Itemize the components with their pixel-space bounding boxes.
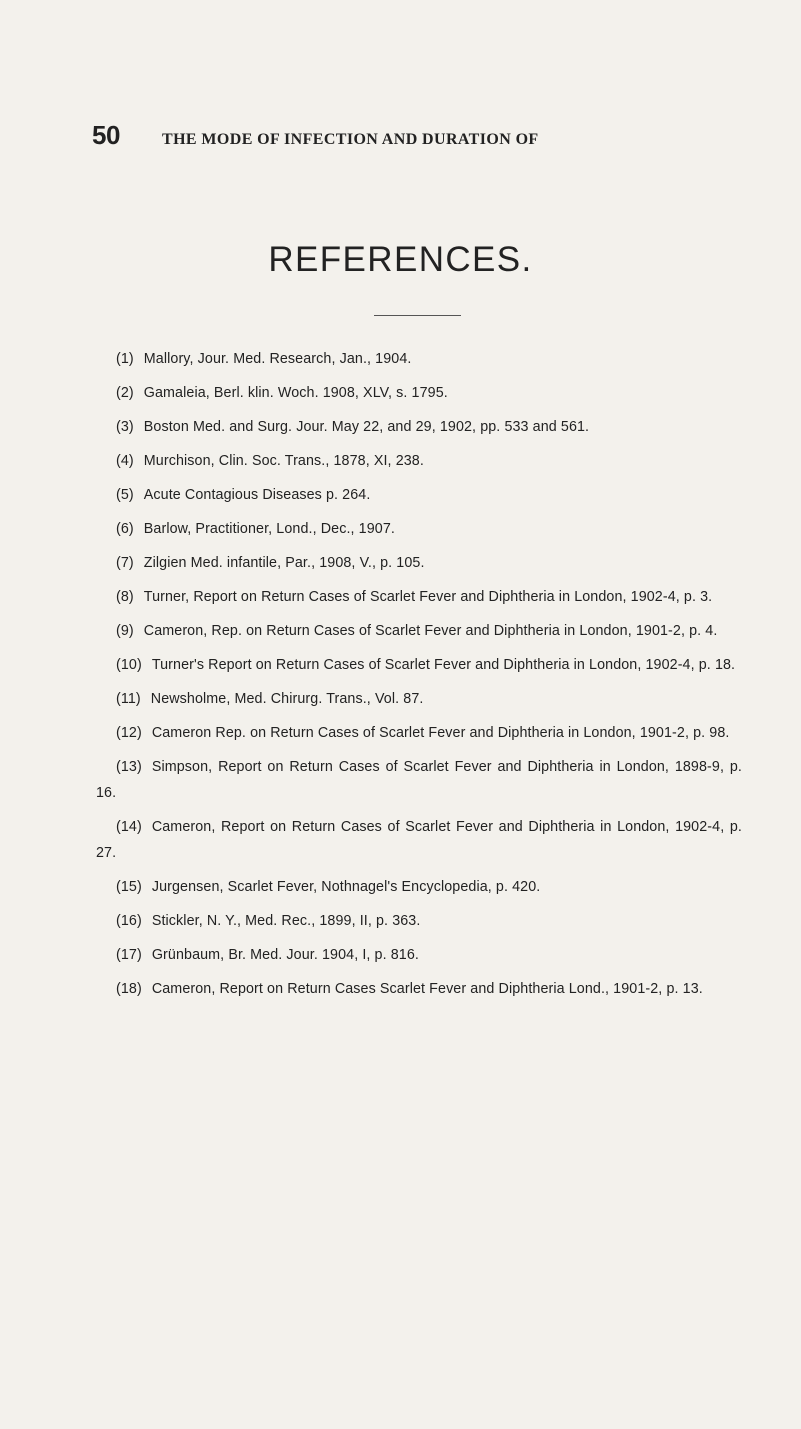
reference-text: Grünbaum, Br. Med. Jour. 1904, I, p. 816. <box>151 947 419 963</box>
reference-text: Acute Contagious Diseases p. 264. <box>143 487 371 503</box>
reference-list <box>96 346 742 1010</box>
reference-text: Stickler, N. Y., Med. Rec., 1899, II, p. 363. <box>151 913 421 929</box>
reference-text: Turner, Report on Return Cases of Scarlet Fever and Diphtheria in London, 1902-4, p. 3. <box>143 589 713 605</box>
reference-item <box>116 448 742 474</box>
reference-text: Cameron, Report on Return Cases of Scarlet Fever and Diphtheria in London, 1902-4, p. 27. <box>96 819 742 861</box>
reference-number: (11) <box>116 691 141 707</box>
reference-item <box>96 754 742 806</box>
reference-item <box>96 814 742 866</box>
reference-item <box>96 584 742 610</box>
reference-number: (2) <box>116 385 134 401</box>
reference-number: (14) <box>116 819 142 835</box>
reference-text: Cameron Rep. on Return Cases of Scarlet Fever and Diphtheria in London, 1901-2, p. 98. <box>151 725 730 741</box>
reference-number: (18) <box>116 981 142 997</box>
reference-text: Mallory, Jour. Med. Research, Jan., 1904. <box>143 351 412 367</box>
reference-item <box>116 686 742 712</box>
reference-text: Turner's Report on Return Cases of Scarlet Fever and Diphtheria in London, 1902-4, p. 18. <box>151 657 736 673</box>
reference-text: Zilgien Med. infantile, Par., 1908, V., p. 105. <box>143 555 425 571</box>
reference-number: (16) <box>116 913 142 929</box>
reference-item <box>116 874 742 900</box>
reference-number: (8) <box>116 589 134 605</box>
reference-item <box>116 516 742 542</box>
running-header <box>92 120 772 151</box>
reference-item <box>96 618 742 644</box>
reference-text: Murchison, Clin. Soc. Trans., 1878, XI, 238. <box>143 453 424 469</box>
reference-text: Newsholme, Med. Chirurg. Trans., Vol. 87. <box>150 691 424 707</box>
reference-number: (5) <box>116 487 134 503</box>
running-title: THE MODE OF INFECTION AND DURATION OF <box>162 131 539 148</box>
reference-text: Barlow, Practitioner, Lond., Dec., 1907. <box>143 521 395 537</box>
reference-number: (3) <box>116 419 134 435</box>
reference-item <box>96 652 742 678</box>
reference-item <box>116 482 742 508</box>
reference-text: Jurgensen, Scarlet Fever, Nothnagel's Encyclopedia, p. 420. <box>151 879 541 895</box>
reference-number: (12) <box>116 725 142 741</box>
reference-item <box>116 414 742 440</box>
reference-text: Boston Med. and Surg. Jour. May 22, and 29, 1902, pp. 533 and 561. <box>143 419 590 435</box>
title-rule <box>374 315 461 316</box>
reference-text: Simpson, Report on Return Cases of Scarlet Fever and Diphtheria in London, 1898-9, p. 16. <box>96 759 742 801</box>
reference-item <box>116 908 742 934</box>
reference-number: (1) <box>116 351 134 367</box>
reference-text: Gamaleia, Berl. klin. Woch. 1908, XLV, s. 1795. <box>143 385 448 401</box>
reference-number: (17) <box>116 947 142 963</box>
reference-number: (6) <box>116 521 134 537</box>
reference-item <box>116 942 742 968</box>
section-title: REFERENCES. <box>268 240 533 279</box>
page-number: 50 <box>92 120 120 150</box>
reference-item <box>96 976 742 1002</box>
reference-number: (7) <box>116 555 134 571</box>
reference-item <box>116 346 742 372</box>
reference-number: (9) <box>116 623 134 639</box>
reference-item <box>96 720 742 746</box>
reference-item <box>116 380 742 406</box>
reference-item <box>116 550 742 576</box>
reference-text: Cameron, Rep. on Return Cases of Scarlet Fever and Diphtheria in London, 1901-2, p. 4. <box>143 623 718 639</box>
reference-text: Cameron, Report on Return Cases Scarlet Fever and Diphtheria Lond., 1901-2, p. 13. <box>151 981 703 997</box>
reference-number: (13) <box>116 759 142 775</box>
reference-number: (4) <box>116 453 134 469</box>
reference-number: (15) <box>116 879 142 895</box>
reference-number: (10) <box>116 657 142 673</box>
